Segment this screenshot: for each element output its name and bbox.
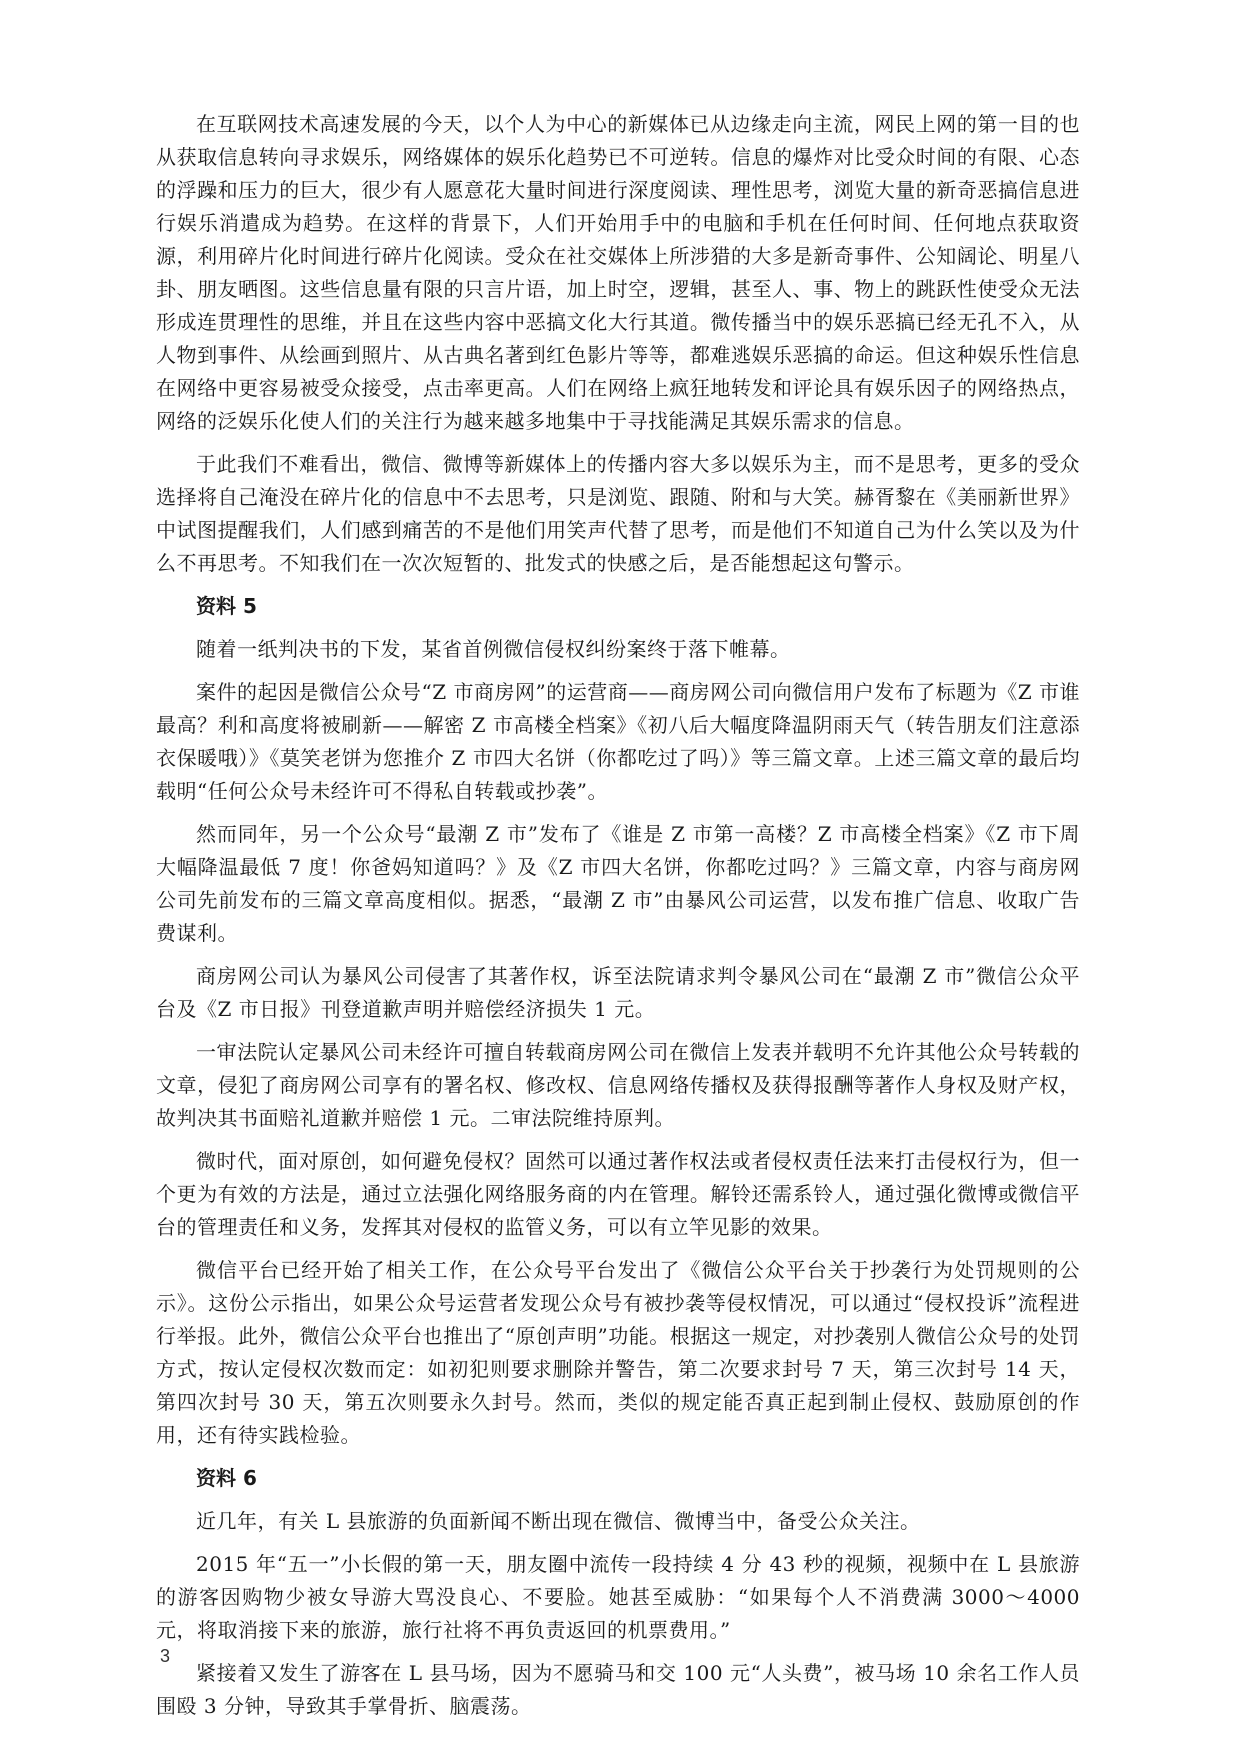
paragraph: 近几年，有关 L 县旅游的负面新闻不断出现在微信、微博当中，备受公众关注。 bbox=[196, 1509, 921, 1533]
paragraph: 一审法院认定暴风公司未经许可擅自转载商房网公司在微信上发表并载明不允许其他公众号转载的文章，侵犯了商房网公司享有的署名权、修改权、信息网络传播权及获得报酬等著作人身权及财产权，故判决其书面赔礼道歉并赔偿 1 元。二审法院维持原判。 bbox=[156, 1040, 1080, 1130]
section-heading-material-5: 资料 5 bbox=[196, 594, 257, 618]
paragraph: 商房网公司认为暴风公司侵害了其著作权，诉至法院请求判令暴风公司在“最潮 Z 市”微信公众平台及《Z 市日报》刊登道歉声明并赔偿经济损失 1 元。 bbox=[156, 964, 1080, 1021]
paragraph: 案件的起因是微信公众号“Z 市商房网”的运营商——商房网公司向微信用户发布了标题为《Z 市谁最高？利和高度将被刷新——解密 Z 市高楼全档案》《初八后大幅度降温阴雨天气（转告朋友们注意添衣保暖哦）》《莫笑老饼为您推介 Z 市四大名饼（你都吃过了吗）》等三篇文章。上述三篇文章的最后均载明“任何公众号未经许可不得私自转载或抄袭”。 bbox=[156, 680, 1080, 803]
paragraph: 微时代，面对原创，如何避免侵权？固然可以通过著作权法或者侵权责任法来打击侵权行为，但一个更为有效的方法是，通过立法强化网络服务商的内在管理。解铃还需系铃人，通过强化微博或微信平台的管理责任和义务，发挥其对侵权的监管义务，可以有立竿见影的效果。 bbox=[156, 1149, 1080, 1239]
paragraph: 随着一纸判决书的下发，某省首例微信侵权纠纷案终于落下帷幕。 bbox=[196, 637, 791, 661]
paragraph: 于此我们不难看出，微信、微博等新媒体上的传播内容大多以娱乐为主，而不是思考，更多的受众选择将自己淹没在碎片化的信息中不去思考，只是浏览、跟随、附和与大笑。赫胥黎在《美丽新世界》中试图提醒我们，人们感到痛苦的不是他们用笑声代替了思考，而是他们不知道自己为什么笑以及为什么不再思考。不知我们在一次次短暂的、批发式的快感之后，是否能想起这句警示。 bbox=[156, 452, 1080, 575]
paragraph: 2015 年“五一”小长假的第一天，朋友圈中流传一段持续 4 分 43 秒的视频，视频中在 L 县旅游的游客因购物少被女导游大骂没良心、不要脸。她甚至威胁：“如果每个人不消费满 3000～4000 元，将取消接下来的旅游，旅行社将不再负责返回的机票费用。” bbox=[156, 1552, 1080, 1642]
paragraph: 在互联网技术高速发展的今天，以个人为中心的新媒体已从边缘走向主流，网民上网的第一目的也从获取信息转向寻求娱乐，网络媒体的娱乐化趋势已不可逆转。信息的爆炸对比受众时间的有限、心态的浮躁和压力的巨大，很少有人愿意花大量时间进行深度阅读、理性思考，浏览大量的新奇恶搞信息进行娱乐消遣成为趋势。在这样的背景下，人们开始用手中的电脑和手机在任何时间、任何地点获取资源，利用碎片化时间进行碎片化阅读。受众在社交媒体上所涉猎的大多是新奇事件、公知阔论、明星八卦、朋友晒图。这些信息量有限的只言片语，加上时空，逻辑，甚至人、事、物上的跳跃性使受众无法形成连贯理性的思维，并且在这些内容中恶搞文化大行其道。微传播当中的娱乐恶搞已经无孔不入，从人物到事件、从绘画到照片、从古典名著到红色影片等等，都难逃娱乐恶搞的命运。但这种娱乐性信息在网络中更容易被受众接受，点击率更高。人们在网络上疯狂地转发和评论具有娱乐因子的网络热点，网络的泛娱乐化使人们的关注行为越来越多地集中于寻找能满足其娱乐需求的信息。 bbox=[156, 112, 1080, 433]
page-number: 3 bbox=[160, 1646, 171, 1666]
document-body bbox=[156, 108, 1080, 1733]
paragraph: 微信平台已经开始了相关工作，在公众号平台发出了《微信公众平台关于抄袭行为处罚规则的公示》。这份公示指出，如果公众号运营者发现公众号有被抄袭等侵权情况，可以通过“侵权投诉”流程进行举报。此外，微信公众平台也推出了“原创声明”功能。根据这一规定，对抄袭别人微信公众号的处罚方式，按认定侵权次数而定：如初犯则要求删除并警告，第二次要求封号 7 天，第三次封号 14 天，第四次封号 30 天，第五次则要永久封号。然而，类似的规定能否真正起到制止侵权、鼓励原创的作用，还有待实践检验。 bbox=[156, 1258, 1080, 1447]
section-heading-material-6: 资料 6 bbox=[196, 1466, 257, 1490]
paragraph: 然而同年，另一个公众号“最潮 Z 市”发布了《谁是 Z 市第一高楼？Z 市高楼全档案》《Z 市下周大幅降温最低 7 度！你爸妈知道吗？》及《Z 市四大名饼，你都吃过吗？》三篇文章，内容与商房网公司先前发布的三篇文章高度相似。据悉，“最潮 Z 市”由暴风公司运营，以发布推广信息、收取广告费谋利。 bbox=[156, 822, 1080, 945]
paragraph: 紧接着又发生了游客在 L 县马场，因为不愿骑马和交 100 元“人头费”，被马场 10 余名工作人员围殴 3 分钟，导致其手掌骨折、脑震荡。 bbox=[156, 1661, 1080, 1718]
